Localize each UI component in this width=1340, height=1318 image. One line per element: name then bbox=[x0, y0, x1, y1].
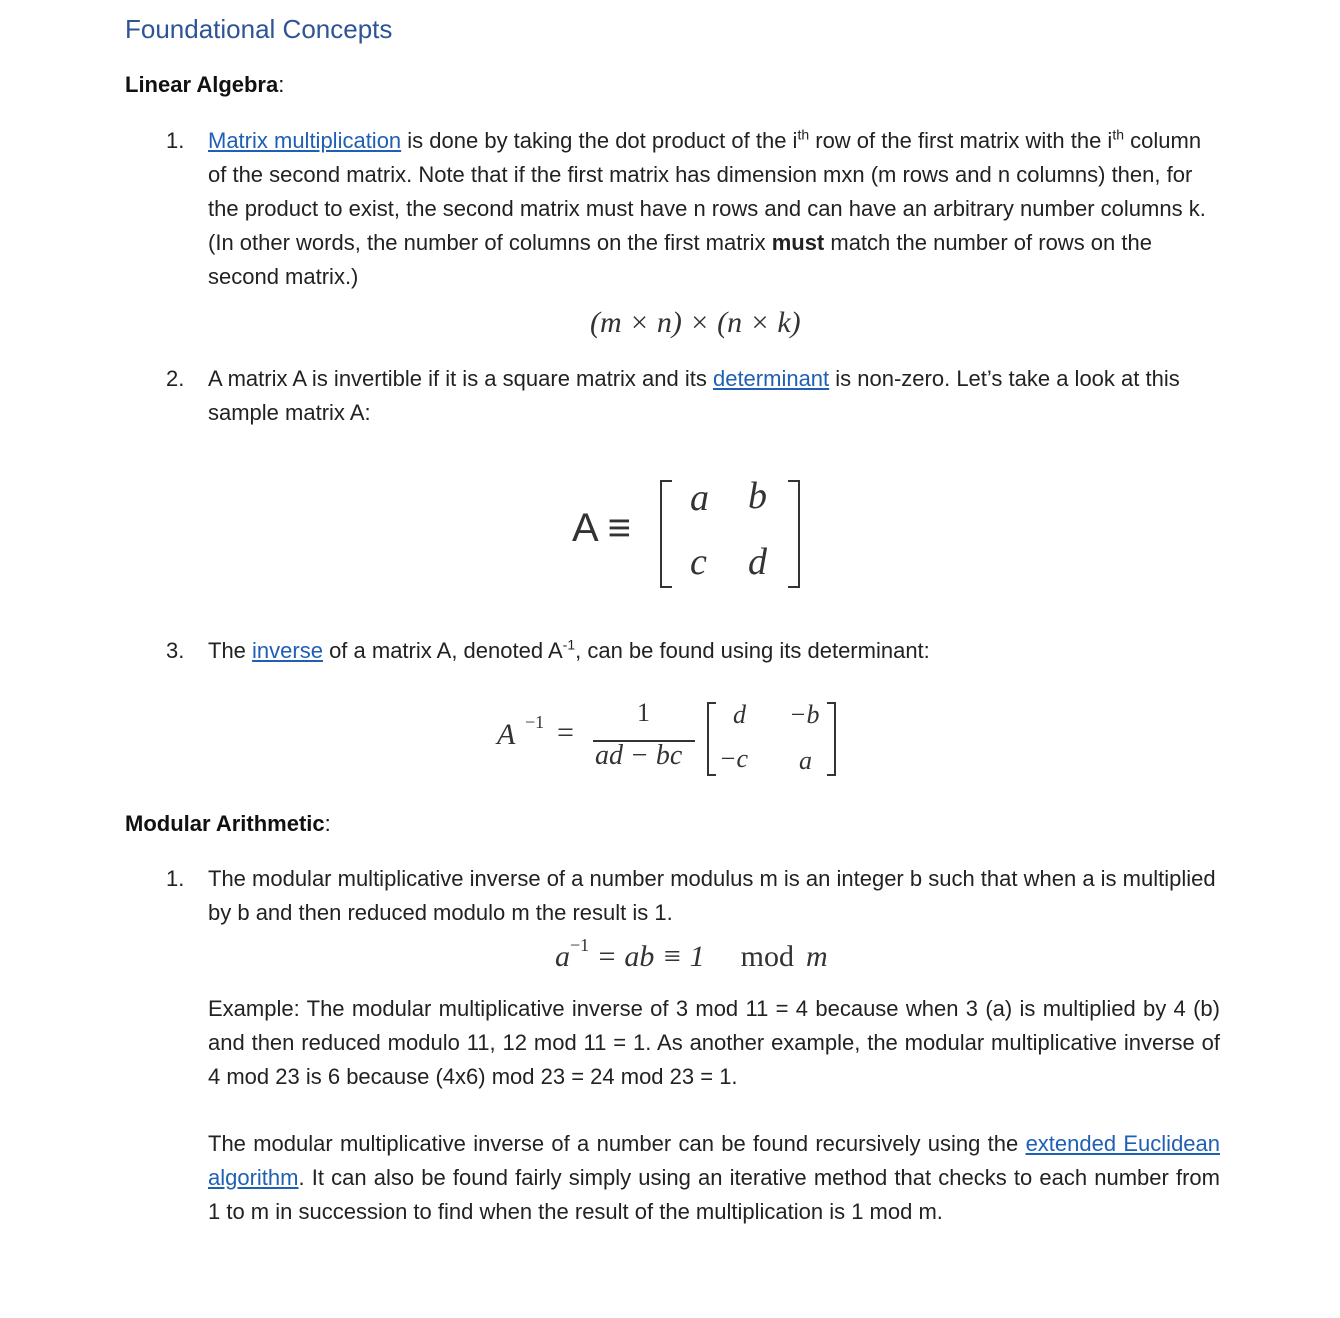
page-heading: Foundational Concepts bbox=[125, 14, 393, 44]
right-bracket bbox=[827, 702, 836, 776]
superscript: th bbox=[1112, 126, 1125, 143]
paragraph-text: . It can also be found fairly simply using an iterative method that checks to each number from 1 to m in succession to find when the result of the multiplication is 1 mod m. bbox=[208, 1165, 1220, 1224]
inverse-lhs: A bbox=[497, 718, 516, 751]
matrix-multiplication-link[interactable]: Matrix multiplication bbox=[208, 128, 402, 153]
determinant-link[interactable]: determinant bbox=[712, 366, 830, 391]
right-bracket bbox=[788, 480, 800, 588]
inverse-superscript: −1 bbox=[525, 712, 545, 732]
matrix-entry: −c bbox=[719, 744, 749, 773]
matrix-entry: −b bbox=[789, 700, 820, 729]
paragraph-euclidean bbox=[208, 1127, 1220, 1229]
list-item-invertible bbox=[208, 362, 1220, 430]
paragraph-text: The modular multiplicative inverse of a number can be found recursively using the bbox=[208, 1131, 1026, 1156]
list-item-modular-inverse: The modular multiplicative inverse of a number modulus m is an integer b such that when a is multiplied by b and then reduced modulo m the result is 1. bbox=[208, 866, 1216, 925]
list-number: 1. bbox=[166, 866, 185, 891]
paragraph-example: Example: The modular multiplicative inverse of 3 mod 11 = 4 because when 3 (a) is multiplied by 4 (b) and then reduced modulo 11, 12 mod 11 = 1. As another example, the modular multiplicative inverse of 4 mod 23 is 6 because (4x6) mod 23 = 24 mod 23 = 1. bbox=[208, 996, 1220, 1089]
matrix-entry: c bbox=[690, 541, 707, 583]
section-title-text: Modular Arithmetic bbox=[125, 811, 325, 836]
list-number: 3. bbox=[166, 638, 185, 663]
section-title-linear-algebra bbox=[125, 72, 284, 98]
item-text: is non-zero. Let’s take a look at this sample matrix A: bbox=[208, 366, 1180, 425]
left-bracket bbox=[660, 480, 672, 588]
superscript: -1 bbox=[562, 636, 576, 653]
matrix-entry: a bbox=[690, 477, 709, 519]
equation-modular-inverse bbox=[555, 935, 828, 974]
equals-sign: = bbox=[557, 716, 574, 749]
item-text: The bbox=[208, 638, 253, 663]
item-text: of a matrix A, denoted A bbox=[322, 638, 563, 663]
eq-rest: = ab ≡ 1 bbox=[589, 940, 705, 973]
section-title-colon: : bbox=[278, 72, 285, 97]
item-text: A matrix A is invertible if it is a square matrix and its bbox=[208, 366, 713, 391]
section-title-colon: : bbox=[324, 811, 331, 836]
eq-mod: mod bbox=[740, 940, 794, 973]
matrix-entry: d bbox=[733, 700, 746, 729]
fraction-numerator: 1 bbox=[637, 698, 650, 727]
item-text: , can be found using its determinant: bbox=[575, 638, 930, 663]
matrix-entry: a bbox=[799, 746, 812, 775]
section-title-text: Linear Algebra bbox=[125, 72, 279, 97]
eq-m: m bbox=[806, 940, 828, 973]
inverse-link[interactable]: inverse bbox=[252, 638, 323, 663]
left-bracket bbox=[707, 702, 716, 776]
bold-text: must bbox=[771, 230, 825, 255]
section-title-modular-arithmetic bbox=[125, 811, 331, 837]
equation-dimensions: (m × n) × (n × k) bbox=[590, 306, 801, 339]
list-number: 2. bbox=[166, 366, 185, 391]
eq-superscript: −1 bbox=[570, 935, 590, 955]
matrix-entry: b bbox=[748, 475, 767, 517]
item-text: column of the second matrix. Note that if the first matrix has dimension mxn (m rows and n columns) then, for the product to exist, the second matrix must have n rows and can have an arbitrary number columns k. (In other words, the number of columns on the first matrix bbox=[208, 128, 1206, 255]
matrix-entry: d bbox=[748, 541, 767, 583]
list-item-matrix-multiplication bbox=[208, 124, 1220, 294]
item-text: row of the first matrix with the i bbox=[809, 128, 1113, 153]
list-item-inverse bbox=[208, 634, 1220, 668]
item-text: match the number of rows on the second matrix.) bbox=[208, 230, 1152, 289]
eq-a: a bbox=[555, 940, 570, 973]
item-text: is done by taking the dot product of the i bbox=[401, 128, 798, 153]
list-number: 1. bbox=[166, 128, 185, 153]
fraction-denominator: ad − bc bbox=[595, 740, 683, 771]
superscript: th bbox=[797, 126, 810, 143]
matrix-a-lhs: A ≡ bbox=[572, 506, 631, 550]
extended-euclidean-link[interactable]: extended Euclidean algorithm bbox=[208, 1131, 1221, 1190]
